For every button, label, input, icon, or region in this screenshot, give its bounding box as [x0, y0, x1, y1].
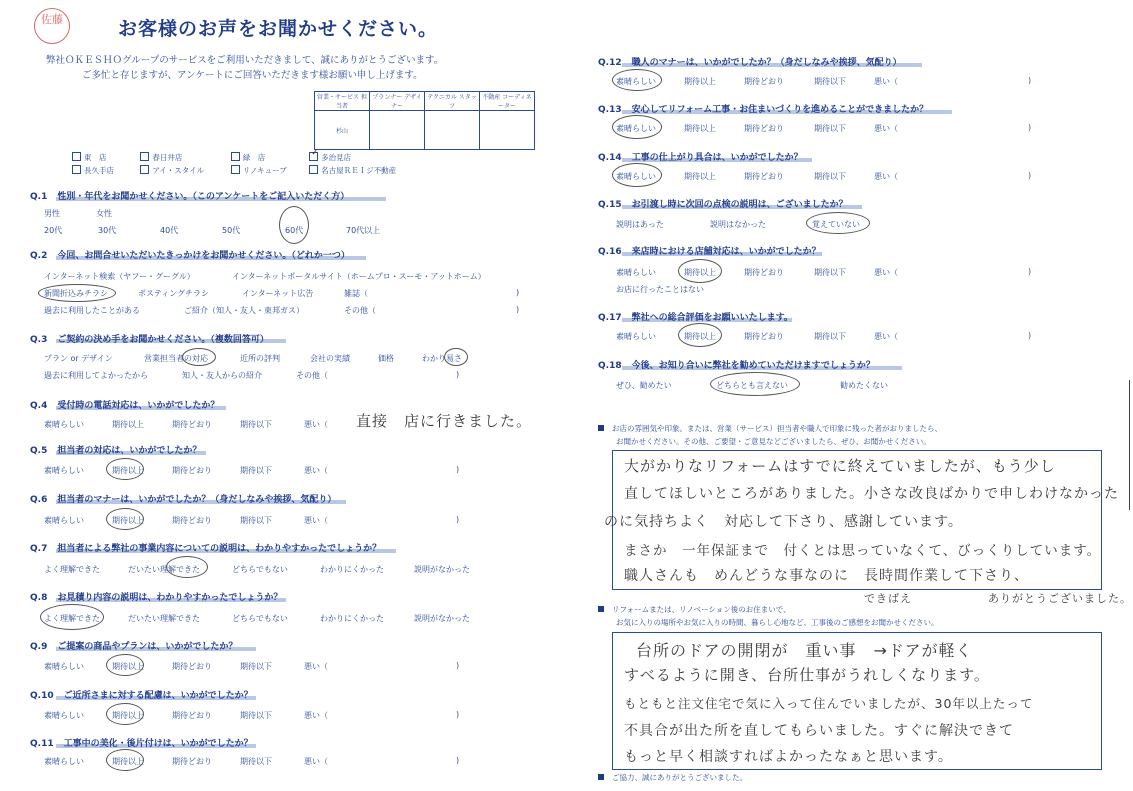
paren-close: ) — [456, 756, 460, 765]
answer-circle-mark — [106, 654, 144, 676]
answer-circle-mark — [678, 259, 722, 283]
q5-option-above[interactable]: 期待以上 — [112, 466, 144, 475]
q1-option-50s[interactable]: 50代 — [222, 226, 241, 235]
q15-option-dont-remember[interactable]: 覚えていない — [812, 220, 860, 229]
answer-circle-mark — [106, 749, 144, 771]
q5-option-bad[interactable]: 悪い（ — [304, 466, 328, 475]
store-row-1 — [72, 148, 352, 163]
paren-close: ) — [1028, 171, 1032, 180]
checkbox-icon[interactable] — [140, 165, 149, 174]
question-5: Q.5 担当者の対応は、いかがでしたか？ — [30, 446, 202, 456]
paren-close: ) — [456, 370, 460, 379]
intro-text-2: ご多忙と存じますが、アンケートにご回答いただきます様お願い申し上げます。 — [82, 70, 423, 81]
answer-circle-mark — [106, 458, 144, 480]
q6-option-above[interactable]: 期待以上 — [112, 516, 144, 525]
store-option[interactable]: 名古屋ＲＥＩジ不動産 — [309, 165, 396, 176]
store-option[interactable]: 春日井店 — [140, 152, 228, 163]
q17-option-above[interactable]: 期待以上 — [684, 332, 716, 341]
q10-option-expected[interactable]: 期待どおり — [172, 711, 212, 720]
page-title: お客様のお声をお聞かせください。 — [118, 18, 439, 40]
checkbox-icon[interactable] — [72, 165, 81, 174]
square-bullet-icon — [598, 606, 604, 612]
answer-circle-mark — [40, 604, 104, 630]
answer-circle-mark — [678, 323, 722, 347]
question-18: Q.18 今後、お知り合いに弊社を勧めていただけますでしょうか？ — [598, 361, 875, 371]
q9-option-above[interactable]: 期待以上 — [112, 662, 144, 671]
q3-option-plan[interactable]: プラン or デザイン — [44, 354, 113, 363]
question-4: Q.4 受付時の電話対応は、いかがでしたか？ — [30, 401, 220, 411]
staff-name-realestate[interactable] — [480, 111, 535, 150]
handwritten-note: 直接 店に行きました。 — [356, 412, 533, 430]
q1-option-male[interactable]: 男性 — [44, 209, 60, 218]
paren-close: ) — [516, 288, 520, 297]
paren-close: ) — [456, 465, 460, 474]
answer-circle-mark — [166, 556, 208, 578]
q4-option-expected[interactable]: 期待どおり — [172, 420, 212, 429]
q7-option-neutral[interactable]: どちらでもない — [232, 565, 288, 574]
q14-option-above[interactable]: 期待以上 — [684, 172, 716, 181]
paren-close: ) — [516, 305, 520, 314]
q1-option-female[interactable]: 女性 — [96, 209, 112, 218]
question-16: Q.16 来店時における店舗対応は、いかがでしたか？ — [598, 247, 821, 257]
q14-option-below[interactable]: 期待以下 — [814, 172, 846, 181]
store-option[interactable]: 東 店 — [72, 152, 138, 163]
q16-option-bad[interactable]: 悪い（ — [874, 268, 898, 277]
intro-text-1: 弊社ＯＫＥＳＨＯグループのサービスをご利用いただきまして、誠にありがとうございます。 — [46, 55, 444, 66]
staff-header-realestate: 不動産 コーディネーター — [480, 92, 535, 111]
q3-option-past[interactable]: 過去に利用してよかったから — [44, 371, 148, 380]
question-15: Q.15 お引渡し時に次回の点検の説明は、ございましたか？ — [598, 200, 848, 210]
q13-option-bad[interactable]: 悪い（ — [874, 124, 898, 133]
q11-option-excellent[interactable]: 素晴らしい — [44, 757, 84, 766]
q12-option-below[interactable]: 期待以下 — [814, 77, 846, 86]
q1-option-40s[interactable]: 40代 — [160, 226, 179, 235]
checkbox-icon[interactable] — [309, 165, 318, 174]
question-14: Q.14 工事の仕上がり具合は、いかがでしたか？ — [598, 153, 803, 163]
square-bullet-icon — [598, 774, 604, 780]
q10-option-excellent[interactable]: 素晴らしい — [44, 711, 84, 720]
page-edge-line — [1129, 380, 1130, 510]
q17-option-below[interactable]: 期待以下 — [814, 332, 846, 341]
answer-circle-mark — [612, 163, 662, 187]
question-11: Q.11 工事中の美化・後片付けは、いかがでしたか？ — [30, 739, 253, 749]
q12-option-above[interactable]: 期待以上 — [684, 77, 716, 86]
q16-option-excellent[interactable]: 素晴らしい — [616, 268, 656, 277]
q3-option-track-record[interactable]: 会社の実績 — [310, 354, 350, 363]
question-2: Q.2 今回、お問合せいただいたきっかけをお聞かせください。（どれか一つ） — [30, 251, 350, 261]
q5-option-below[interactable]: 期待以下 — [240, 466, 272, 475]
q9-option-expected[interactable]: 期待どおり — [172, 662, 212, 671]
q13-option-above[interactable]: 期待以上 — [684, 124, 716, 133]
store-option[interactable]: 長久手店 — [72, 165, 138, 176]
comment1-line-5: 職人さんも めんどうな事なのに 長時間作業して下さり、 — [624, 568, 1029, 584]
comment2-line-3: もともと注文住宅で気に入って住んでいましたが、30年以上たって — [624, 696, 1034, 711]
q18-option-yes[interactable]: ぜひ、勧めたい — [616, 381, 672, 390]
store-option[interactable]: リノキューブ — [231, 165, 307, 176]
checkbox-checked-icon[interactable]: ✓ — [309, 152, 318, 161]
q3-option-reputation[interactable]: 近所の評判 — [240, 354, 280, 363]
q8-option-well[interactable]: よく理解できた — [44, 614, 100, 623]
q15-option-not-explained[interactable]: 説明はなかった — [710, 220, 766, 229]
checkbox-icon[interactable] — [231, 152, 240, 161]
comment2-line-5: もっと早く相談すればよかったなぁと思います。 — [624, 749, 953, 765]
question-17: Q.17 弊社への総合評価をお願いいたします。 — [598, 313, 793, 323]
q12-option-expected[interactable]: 期待どおり — [744, 77, 784, 86]
q2-option-referral[interactable]: ご紹介（知人・友人・東邦ガス） — [184, 306, 304, 315]
q16-option-never-visited[interactable]: お店に行ったことはない — [616, 285, 704, 294]
question-8: Q.8 お見積り内容の説明は、わかりやすかったでしょうか？ — [30, 593, 283, 603]
answer-circle-mark — [38, 284, 116, 302]
q2-option-web-ad[interactable]: インターネット広告 — [242, 289, 314, 298]
q6-option-below[interactable]: 期待以下 — [240, 516, 272, 525]
staff-header-technical: テクニカル スタッフ — [425, 92, 480, 111]
q11-option-above[interactable]: 期待以上 — [112, 757, 144, 766]
q17-option-bad[interactable]: 悪い（ — [874, 332, 898, 341]
answer-circle-mark — [612, 115, 662, 139]
q4-option-excellent[interactable]: 素晴らしい — [44, 420, 84, 429]
q8-option-neutral[interactable]: どちらでもない — [232, 614, 288, 623]
paren-close: ) — [456, 710, 460, 719]
q1-option-70s[interactable]: 70代以上 — [346, 226, 381, 235]
q12-option-bad[interactable]: 悪い（ — [874, 77, 898, 86]
q7-option-hard[interactable]: わかりにくかった — [320, 565, 384, 574]
comment1-line-3: のに気持ちよく 対応して下さり、感謝しています。 — [604, 514, 963, 530]
q2-option-newspaper[interactable]: 新聞折込みチラシ — [44, 289, 108, 298]
q14-option-excellent[interactable]: 素晴らしい — [616, 172, 656, 181]
q3-option-sales[interactable]: 営業担当者の対応 — [144, 354, 208, 363]
q8-option-hard[interactable]: わかりにくかった — [320, 614, 384, 623]
q4-option-bad[interactable]: 悪い（ — [304, 420, 328, 429]
paren-close: ) — [1028, 331, 1032, 340]
checkbox-icon[interactable] — [140, 152, 149, 161]
answer-circle-mark — [106, 508, 144, 530]
store-row-2 — [72, 165, 396, 176]
q10-option-below[interactable]: 期待以下 — [240, 711, 272, 720]
paren-close: ) — [456, 515, 460, 524]
question-10: Q.10 ご近所さまに対する配慮は、いかがでしたか？ — [30, 691, 253, 701]
staff-name-planner[interactable] — [370, 111, 425, 150]
q14-option-bad[interactable]: 悪い（ — [874, 172, 898, 181]
q3-option-other[interactable]: その他（ — [296, 371, 328, 380]
q18-option-neutral[interactable]: どちらとも言えない — [716, 381, 788, 390]
q7-option-mostly[interactable]: だいたい理解できた — [128, 565, 200, 574]
q3-option-clarity[interactable]: わかり易さ — [422, 354, 462, 363]
answer-circle-mark — [710, 372, 800, 396]
q2-option-portal[interactable]: インターネットポータルサイト（ホームプロ・スーモ・アットホーム） — [232, 272, 486, 281]
comment1-line-2: 直してほしいところがありました。小さな改良ばかりで申しわけなかった — [624, 486, 1119, 502]
q16-option-below[interactable]: 期待以下 — [814, 268, 846, 277]
comment1-prompt: お店の雰囲気や印象。または、営業（サービス）担当者や職人で印象に残った者がおりましたら、 — [598, 423, 942, 434]
question-7: Q.7 担当者による弊社の事業内容についての説明は、わかりやすかったでしょうか？ — [30, 544, 382, 554]
q3-option-price[interactable]: 価格 — [378, 354, 394, 363]
staff-name-technical[interactable] — [425, 111, 480, 150]
staff-name-sales[interactable]: 杉山 — [315, 111, 370, 150]
comment2-line-2: すべるように開き、台所仕事がうれしくなります。 — [624, 666, 990, 684]
question-12: Q.12 職人のマナーは、いかがでしたか？（身だしなみや挨拶、気配り） — [598, 58, 902, 68]
comment2-prompt: リフォームまたは、リノベーション後のお住まいで、 — [598, 604, 791, 615]
q11-option-expected[interactable]: 期待どおり — [172, 757, 212, 766]
q13-option-below[interactable]: 期待以下 — [814, 124, 846, 133]
comment1-line-4: まさか 一年保証まで 付くとは思っていなくて、びっくりしています。 — [624, 543, 1102, 559]
q9-option-below[interactable]: 期待以下 — [240, 662, 272, 671]
paren-close: ) — [1028, 76, 1032, 85]
q6-option-expected[interactable]: 期待どおり — [172, 516, 212, 525]
q7-option-well[interactable]: よく理解できた — [44, 565, 100, 574]
answer-circle-mark — [106, 703, 144, 725]
comment1-prompt-2: お聞かせください。その他、ご要望・ご意見などございましたら、ぜひ、お聞かせください。 — [616, 437, 931, 446]
question-6: Q.6 担当者のマナーは、いかがでしたか？（身だしなみや挨拶、気配り） — [30, 495, 337, 505]
q18-option-no[interactable]: 勧めたくない — [840, 381, 888, 390]
q9-option-bad[interactable]: 悪い（ — [304, 662, 328, 671]
q1-option-60s[interactable]: 60代 — [285, 226, 304, 235]
store-option[interactable]: アイ・スタイル — [140, 165, 228, 176]
q16-option-expected[interactable]: 期待どおり — [744, 268, 784, 277]
q10-option-above[interactable]: 期待以上 — [112, 711, 144, 720]
q12-option-excellent[interactable]: 素晴らしい — [616, 77, 656, 86]
paren-close: ) — [1028, 267, 1032, 276]
comment1-line-1: 大がかりなリフォームはすでに終えていましたが、もう少し — [624, 457, 1056, 475]
q17-option-excellent[interactable]: 素晴らしい — [616, 332, 656, 341]
q6-option-excellent[interactable]: 素晴らしい — [44, 516, 84, 525]
q5-option-expected[interactable]: 期待どおり — [172, 466, 212, 475]
square-bullet-icon — [598, 425, 604, 431]
question-9: Q.9 ご提案の商品やプランは、いかがでしたか？ — [30, 642, 238, 652]
q11-option-bad[interactable]: 悪い（ — [304, 757, 328, 766]
q11-option-below[interactable]: 期待以下 — [240, 757, 272, 766]
staff-table — [314, 91, 535, 150]
question-3: Q.3 ご契約の決め手をお聞かせください。（複数回答可） — [30, 335, 269, 345]
paren-close: ) — [456, 661, 460, 670]
store-option[interactable]: 緑 店 — [231, 152, 307, 163]
q14-option-expected[interactable]: 期待どおり — [744, 172, 784, 181]
store-option[interactable]: ✓ 多治見店 — [311, 148, 352, 162]
paren-close: ) — [1028, 123, 1032, 132]
q15-option-explained[interactable]: 説明はあった — [616, 220, 664, 229]
staff-header-planner: プランナー デザイナー — [370, 92, 425, 111]
comment2-line-1: 台所のドアの開閉が 重い事 →ドアが軽く — [636, 641, 973, 660]
checkbox-icon[interactable] — [72, 152, 81, 161]
q6-option-bad[interactable]: 悪い（ — [304, 516, 328, 525]
question-1: Q.1 性別・年代をお聞かせください。（このアンケートをご記入いただく方） — [30, 192, 350, 202]
q8-option-mostly[interactable]: だいたい理解できた — [128, 614, 200, 623]
answer-circle-mark — [612, 69, 662, 91]
q13-option-expected[interactable]: 期待どおり — [744, 124, 784, 133]
q7-option-none[interactable]: 説明がなかった — [414, 565, 470, 574]
seal-stamp: 佐藤 — [34, 8, 70, 44]
comment1-insert: できばえ — [864, 592, 912, 605]
comment1-closing: ありがとうございました。 — [988, 592, 1132, 605]
answer-circle-mark — [279, 206, 309, 244]
q4-option-above[interactable]: 期待以上 — [112, 420, 144, 429]
q13-option-excellent[interactable]: 素晴らしい — [616, 124, 656, 133]
q2-option-magazine[interactable]: 雑誌（ — [344, 289, 368, 298]
q16-option-above[interactable]: 期待以上 — [684, 268, 716, 277]
q9-option-excellent[interactable]: 素晴らしい — [44, 662, 84, 671]
footer-thanks: ご協力、誠にありがとうございました。 — [598, 772, 747, 783]
comment2-prompt-2: お気に入りの場所やお気に入りの時間、暮らし心地など、工事後のご感想をお聞かせください。 — [616, 618, 939, 627]
staff-header-sales: 営業・サービス 担当者 — [315, 92, 370, 111]
comment2-line-4: 不具合が出た所を直してもらいました。すぐに解決できて — [624, 723, 1014, 739]
q8-option-none[interactable]: 説明がなかった — [414, 614, 470, 623]
q3-option-intro[interactable]: 知人・友人からの紹介 — [182, 371, 262, 380]
q17-option-expected[interactable]: 期待どおり — [744, 332, 784, 341]
answer-circle-mark — [444, 348, 468, 366]
q2-option-past-use[interactable]: 過去に利用したことがある — [44, 306, 140, 315]
q10-option-bad[interactable]: 悪い（ — [304, 711, 328, 720]
answer-circle-mark — [806, 212, 870, 234]
question-13: Q.13 安心してリフォーム工事・お住まいづくりを進めることができましたか？ — [598, 105, 929, 115]
q2-option-posting[interactable]: ポスティングチラシ — [138, 289, 210, 298]
q1-option-20s[interactable]: 20代 — [44, 226, 63, 235]
q2-option-other[interactable]: その他（ — [344, 306, 376, 315]
q2-option-search[interactable]: インターネット検索（ヤフー・グーグル） — [44, 272, 195, 281]
q5-option-excellent[interactable]: 素晴らしい — [44, 466, 84, 475]
answer-circle-mark — [182, 348, 216, 366]
q4-option-below[interactable]: 期待以下 — [240, 420, 272, 429]
q1-option-30s[interactable]: 30代 — [98, 226, 117, 235]
checkbox-icon[interactable] — [231, 165, 240, 174]
